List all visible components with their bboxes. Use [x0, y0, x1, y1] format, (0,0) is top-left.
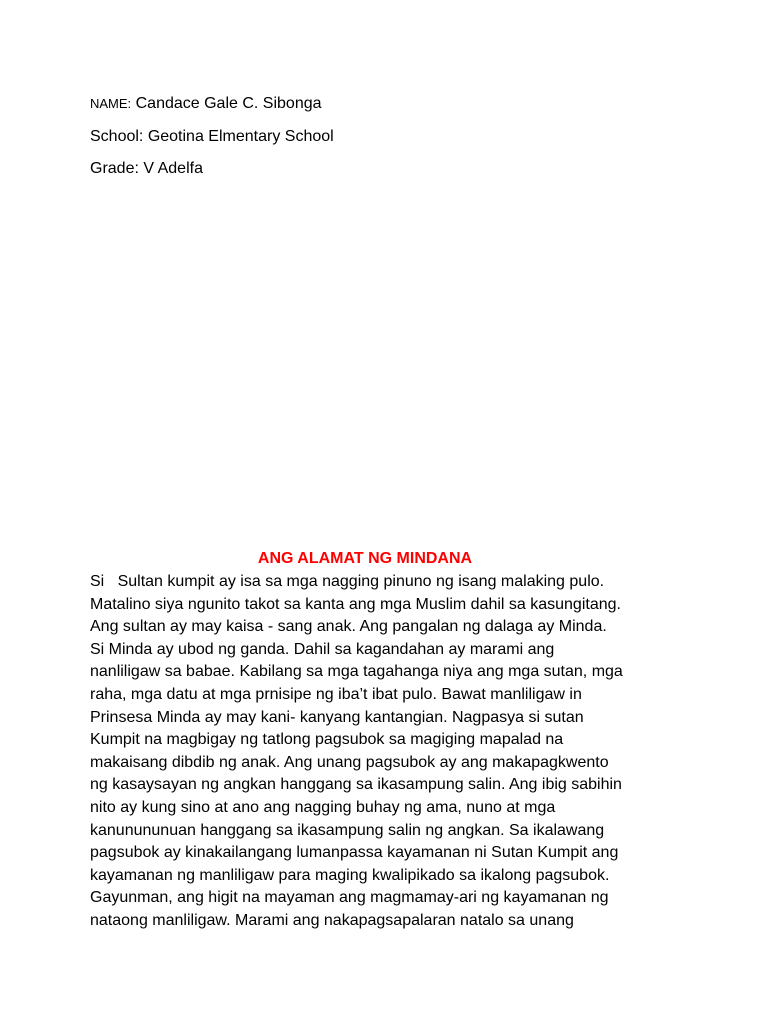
grade-line: Grade: V Adelfa — [90, 160, 203, 177]
story-line: Kumpit na magbigay ng tatlong pagsubok sa magiging mapalad na — [90, 731, 564, 749]
story-title: ANG ALAMAT NG MINDANA — [257, 550, 473, 567]
story-line: Si Minda ay ubod ng ganda. Dahil sa kagandahan ay marami ang — [90, 640, 555, 658]
story-line: nataong manliligaw. Marami ang nakapagsapalaran natalo sa unang — [90, 911, 574, 929]
name-value: Candace Gale C. Sibonga — [131, 95, 322, 112]
story-line: Ang sultan ay may kaisa - sang anak. Ang pangalan ng dalaga ay Minda. — [90, 618, 607, 636]
story-line: Si Sultan kumpit ay isa sa mga nagging pinuno ng isang malaking pulo. — [90, 573, 605, 590]
story-line: makaisang dibdib ng anak. Ang unang pagsubok ay ang makapagkwento — [90, 753, 609, 771]
story-line: raha, mga datu at mga prnisipe ng iba’t ibat pulo. Bawat manliligaw in — [90, 685, 582, 703]
story-line: Gayunman, ang higit na mayaman ang magmamay-ari ng kayamanan ng — [90, 889, 609, 907]
name-label: NAME: — [90, 96, 132, 111]
story-line: ng kasaysayan ng angkan hanggang sa ikasampung salin. Ang ibig sabihin — [90, 776, 622, 794]
story-line: Prinsesa Minda ay may kani- kanyang kantangian. Nagpasya si sutan — [90, 708, 584, 726]
story-line: kayamanan ng manliligaw para maging kwalipikado sa ikalong pagsubok. — [90, 866, 610, 884]
story-line: Matalino siya ngunito takot sa kanta ang mga Muslim dahil sa kasungitang. — [90, 595, 621, 613]
story-line: nanliligaw sa babae. Kabilang sa mga tagahanga niya ang mga sutan, mga — [90, 663, 623, 681]
story-body — [90, 571, 690, 933]
student-name-line — [90, 94, 322, 114]
story-line: kanunununuan hanggang sa ikasampung salin ng angkan. Sa ikalawang — [90, 821, 605, 839]
story-line: pagsubok ay kinakailangang lumanpassa kayamanan ni Sutan Kumpit ang — [90, 844, 619, 862]
story-line: nito ay kung sino at ano ang nagging buhay ng ama, nuno at mga — [90, 798, 556, 816]
school-line: School: Geotina Elmentary School — [90, 128, 334, 145]
